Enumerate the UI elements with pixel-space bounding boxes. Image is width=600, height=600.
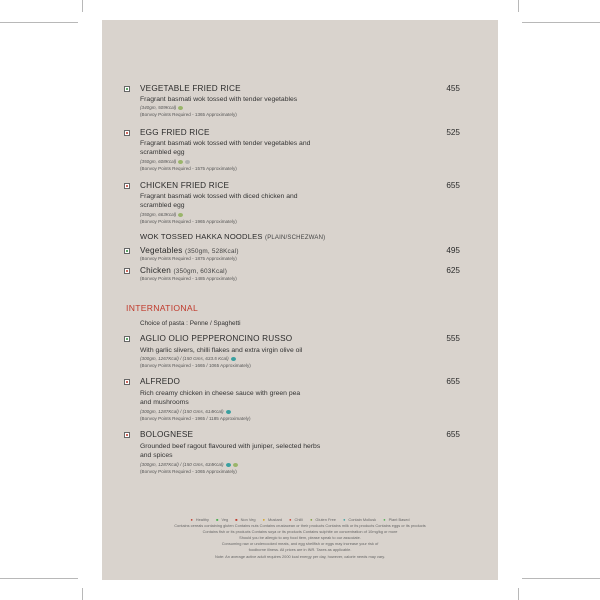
menu-page xyxy=(102,20,498,580)
item-nutrition: (340gm, 509Kcal) xyxy=(140,105,183,110)
item-points: (Bonvoy Points Required - 1065 Approximately) xyxy=(140,469,237,474)
crop-mark xyxy=(0,22,78,23)
noodles-heading: WOK TOSSED HAKKA NOODLES (PLAIN/SCHEZWAN) xyxy=(140,232,326,241)
veg-icon xyxy=(124,86,130,92)
item-points: (Bonvoy Points Required - 1875 Approximately) xyxy=(140,256,237,261)
item-nutrition: (350gm, 663Kcal) xyxy=(140,212,183,217)
legend-plant-based: ● Plant Based xyxy=(383,517,410,522)
item-price: 455 xyxy=(446,84,460,93)
item-description: Fragrant basmati wok tossed with tender vegetables xyxy=(140,96,298,103)
item-points: (Bonvoy Points Required - 1665 / 1065 Approximately) xyxy=(140,363,251,368)
item-price: 655 xyxy=(446,181,460,190)
item-name: AGLIO OLIO PEPPERONCINO RUSSO xyxy=(140,334,293,343)
item-description: Grounded beef ragout flavoured with juniper, selected herbs and spices xyxy=(140,443,321,459)
item-description: Fragrant basmati wok tossed with tender vegetables and scrambled egg xyxy=(140,140,311,156)
item-nutrition: (300gm, 1287Kcal) / (150 Gms, 614Kcal) xyxy=(140,409,231,414)
legend-mollusk: ● Contain Mollusk xyxy=(343,517,377,522)
nonveg-icon xyxy=(124,379,130,385)
nonveg-icon xyxy=(124,130,130,136)
crop-mark xyxy=(82,0,83,12)
allergen-icon xyxy=(185,160,190,164)
allergen-line: Contains cereals containing gluten Contains nuts Contains crustacean or their products Contains milk or its products Contains eggs or its products xyxy=(174,523,426,528)
item-points: (Bonvoy Points Required - 1965 Approximately) xyxy=(140,219,237,224)
crop-mark xyxy=(82,588,83,600)
item-nutrition: (350gm, 608Kcal) xyxy=(140,159,190,164)
item-price: 495 xyxy=(446,246,460,255)
energy-note: Note: An average active adult requires 2000 kcal energy per day, however, calorie needs may vary. xyxy=(214,554,386,559)
item-price: 655 xyxy=(446,377,460,386)
crop-mark xyxy=(522,578,600,579)
veg-icon xyxy=(124,336,130,342)
legend-chilli: ● Chilli xyxy=(289,517,303,522)
item-points: (Bonvoy Points Required - 1965 / 1185 Approximately) xyxy=(140,416,251,421)
item-nutrition: (300gm, 1267Kcal) / (150 Gms, 633.5 Kcal) xyxy=(140,356,236,361)
nonveg-icon xyxy=(124,183,130,189)
raw-food-note: Consuming raw or undercooked meats, and egg shellfish or eggs may increase your risk of xyxy=(221,541,379,546)
leaf-icon xyxy=(178,160,183,164)
crop-mark xyxy=(522,22,600,23)
legend-gluten-free: ● Gluten Free xyxy=(310,517,336,522)
allergen-icon xyxy=(226,410,231,414)
item-points: (Bonvoy Points Required - 1575 Approximately) xyxy=(140,166,237,171)
raw-food-note: foodborne illness. All prices are in INR. Taxes as applicable. xyxy=(248,547,352,552)
item-name: EGG FRIED RICE xyxy=(140,128,210,137)
item-name: ALFREDO xyxy=(140,377,181,386)
leaf-icon xyxy=(178,213,183,217)
item-description: Fragrant basmati wok tossed with diced chicken and scrambled egg xyxy=(140,193,298,209)
item-name: VEGETABLE FRIED RICE xyxy=(140,84,241,93)
item-price: 625 xyxy=(446,266,460,275)
nonveg-icon xyxy=(124,432,130,438)
legend-mustard: ● Mustard xyxy=(262,517,283,522)
legend-nonveg: ■ Non Veg xyxy=(235,517,256,522)
allergy-note: Should you be allergic to any food item, please speak to our associate. xyxy=(239,535,361,540)
item-name: CHICKEN FRIED RICE xyxy=(140,181,230,190)
item-description: Rich creamy chicken in cheese sauce with green pea and mushrooms xyxy=(140,390,301,406)
nonveg-icon xyxy=(124,268,130,274)
item-name: Chicken (350gm, 603Kcal) xyxy=(140,266,228,275)
item-price: 655 xyxy=(446,430,460,439)
item-description: With garlic slivers, chilli flakes and extra virgin olive oil xyxy=(140,347,303,354)
item-name: BOLOGNESE xyxy=(140,430,194,439)
item-nutrition: (300gm, 1287Kcal) / (150 Gms, 634Kcal) xyxy=(140,462,238,467)
leaf-icon xyxy=(233,463,238,467)
crop-mark xyxy=(518,0,519,12)
crop-mark xyxy=(0,578,78,579)
item-points: (Bonvoy Points Required - 1485 Approximately) xyxy=(140,276,237,281)
allergen-icon xyxy=(231,357,236,361)
item-price: 555 xyxy=(446,334,460,343)
legend-veg: ■ Veg xyxy=(216,517,229,522)
allergen-icon xyxy=(226,463,231,467)
allergen-line: Contains fish or its products Contains soya or its products Contains sulphite on concentration of 10mg/kg or more xyxy=(202,529,398,534)
veg-icon xyxy=(124,248,130,254)
leaf-icon xyxy=(178,106,183,110)
section-title: INTERNATIONAL xyxy=(126,303,199,313)
crop-mark xyxy=(518,588,519,600)
item-name: Vegetables (350gm, 528Kcal) xyxy=(140,246,239,255)
pasta-choice: Choice of pasta : Penne / Spaghetti xyxy=(140,320,241,327)
item-points: (Bonvoy Points Required - 1365 Approximately) xyxy=(140,112,237,117)
legend-healthy: ● Healthy xyxy=(190,517,209,522)
item-price: 525 xyxy=(446,128,460,137)
